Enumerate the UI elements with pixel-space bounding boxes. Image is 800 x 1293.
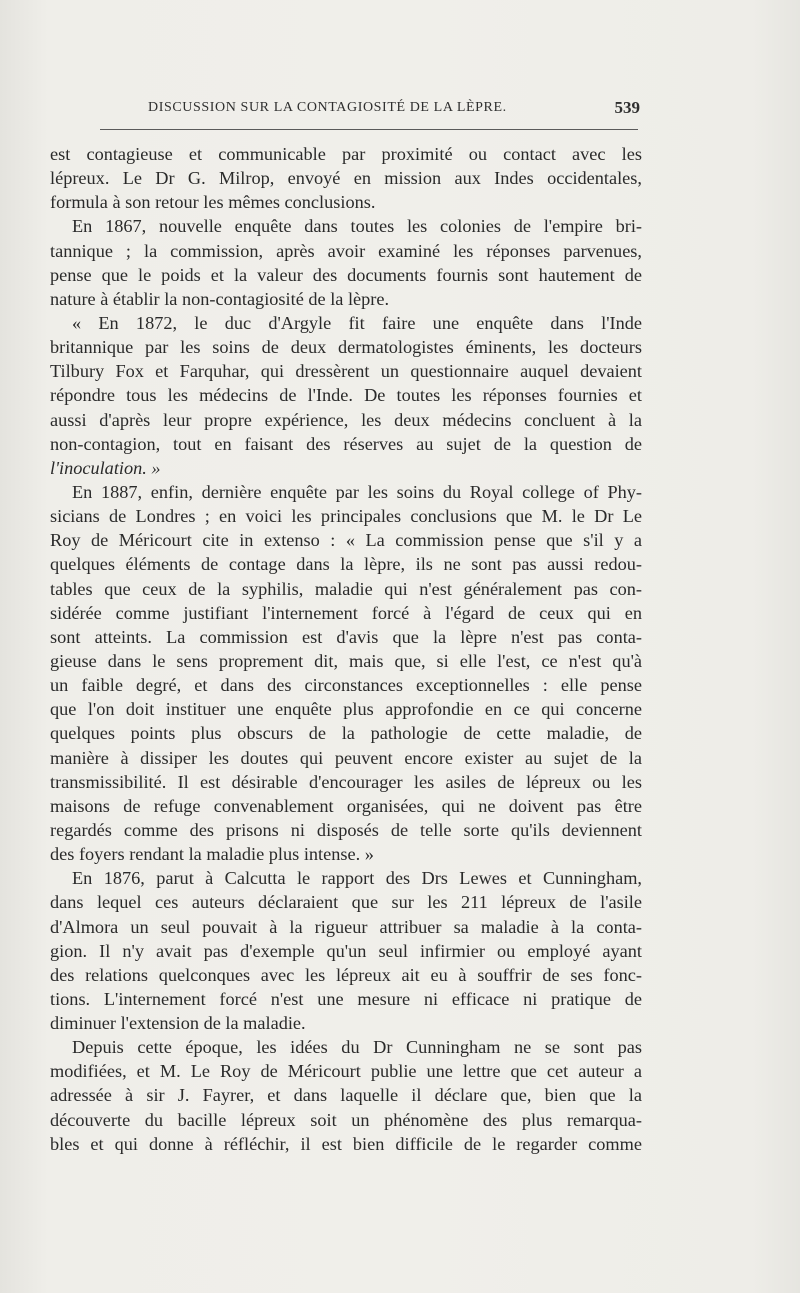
text-line: maisons de refuge convenablement organisées, qui ne doivent pas être xyxy=(50,795,642,816)
text-line: pense que le poids et la valeur des documents fournis sont hautement de xyxy=(50,264,642,285)
text-line: gion. Il n'y avait pas d'exemple qu'un seul infirmier ou employé ayant xyxy=(50,940,642,961)
text-line: manière à dissiper les doutes qui peuvent encore exister au sujet de la xyxy=(50,747,642,768)
page-header xyxy=(50,98,640,120)
text-line: bles et qui donne à réfléchir, il est bien difficile de le regarder comme xyxy=(50,1133,642,1154)
text-line: adressée à sir J. Fayrer, et dans laquelle il déclare que, bien que la xyxy=(50,1085,642,1106)
text-line: tables que ceux de la syphilis, maladie qui n'est généralement pas con- xyxy=(50,578,642,599)
body-text xyxy=(50,142,642,1156)
text-line: aussi d'après leur propre expérience, les deux médecins concluent à la xyxy=(50,409,642,430)
text-line: des relations quelconques avec les lépreux ait eu à souffrir de ses fonc- xyxy=(50,964,642,985)
text-line: que l'on doit instituer une enquête plus approfondie en ce qui concerne xyxy=(50,699,642,720)
text-line: lépreux. Le Dr G. Milrop, envoyé en mission aux Indes occidentales, xyxy=(50,168,642,189)
text-line: tions. L'internement forcé n'est une mesure ni efficace ni pratique de xyxy=(50,988,642,1009)
text-line: nature à établir la non-contagiosité de la lèpre. xyxy=(50,288,390,309)
text-line: gieuse dans le sens proprement dit, mais que, si elle l'est, ce n'est qu'à xyxy=(50,650,642,671)
text-line: quelques points plus obscurs de la pathologie de cette maladie, de xyxy=(50,723,642,744)
text-line: regardés comme des prisons ni disposés de telle sorte qu'ils deviennent xyxy=(50,819,642,840)
text-line: des foyers rendant la maladie plus intense. » xyxy=(50,844,374,865)
header-rule xyxy=(100,129,638,130)
text-line: sidérée comme justifiant l'internement forcé à l'égard de ceux qui en xyxy=(50,602,642,623)
text-line: Roy de Méricourt cite in extenso : « La commission pense que s'il y a xyxy=(50,530,642,551)
text-line: « En 1872, le duc d'Argyle fit faire une enquête dans l'Inde xyxy=(72,312,642,333)
text-line: En 1867, nouvelle enquête dans toutes les colonies de l'empire bri- xyxy=(72,216,642,237)
running-title: DISCUSSION SUR LA CONTAGIOSITÉ DE LA LÈPRE. xyxy=(148,100,507,115)
text-line: diminuer l'extension de la maladie. xyxy=(50,1013,306,1034)
text-line: En 1876, parut à Calcutta le rapport des Drs Lewes et Cunningham, xyxy=(72,868,642,889)
text-line: découverte du bacille lépreux soit un phénomène des plus remarqua- xyxy=(50,1109,642,1130)
text-line: répondre tous les médecins de l'Inde. De toutes les réponses fournies et xyxy=(50,385,642,406)
text-line: est contagieuse et communicable par proximité ou contact avec les xyxy=(50,144,642,164)
text-line: transmissibilité. Il est désirable d'encourager les asiles de lépreux ou les xyxy=(50,771,642,792)
text-line: non-contagion, tout en faisant des réserves au sujet de la question de xyxy=(50,433,642,454)
page-number: 539 xyxy=(614,98,640,117)
text-line: un faible degré, et dans des circonstances exceptionnelles : elle pense xyxy=(50,675,642,696)
text-line: britannique par les soins de deux dermatologistes éminents, les docteurs xyxy=(50,337,642,358)
text-line: tannique ; la commission, après avoir examiné les réponses parvenues, xyxy=(50,240,642,261)
text-line: l'inoculation. » xyxy=(50,457,161,478)
text-line: dans lequel ces auteurs déclaraient que sur les 211 lépreux de l'asile xyxy=(50,892,642,913)
text-line: Tilbury Fox et Farquhar, qui dressèrent un questionnaire auquel devaient xyxy=(50,361,642,382)
text-line: En 1887, enfin, dernière enquête par les soins du Royal college of Phy- xyxy=(72,481,642,502)
text-line: modifiées, et M. Le Roy de Méricourt publie une lettre que cet auteur a xyxy=(50,1061,642,1082)
text-line: sicians de Londres ; en voici les principales conclusions que M. le Dr Le xyxy=(50,506,642,527)
text-line: d'Almora un seul pouvait à la rigueur attribuer sa maladie à la conta- xyxy=(50,916,642,937)
text-line: formula à son retour les mêmes conclusions. xyxy=(50,192,376,213)
text-line: sont atteints. La commission est d'avis que la lèpre n'est pas conta- xyxy=(50,626,642,647)
text-line: Depuis cette époque, les idées du Dr Cunningham ne se sont pas xyxy=(72,1037,642,1058)
text-line: quelques éléments de contage dans la lèpre, ils ne sont pas aussi redou- xyxy=(50,554,642,575)
